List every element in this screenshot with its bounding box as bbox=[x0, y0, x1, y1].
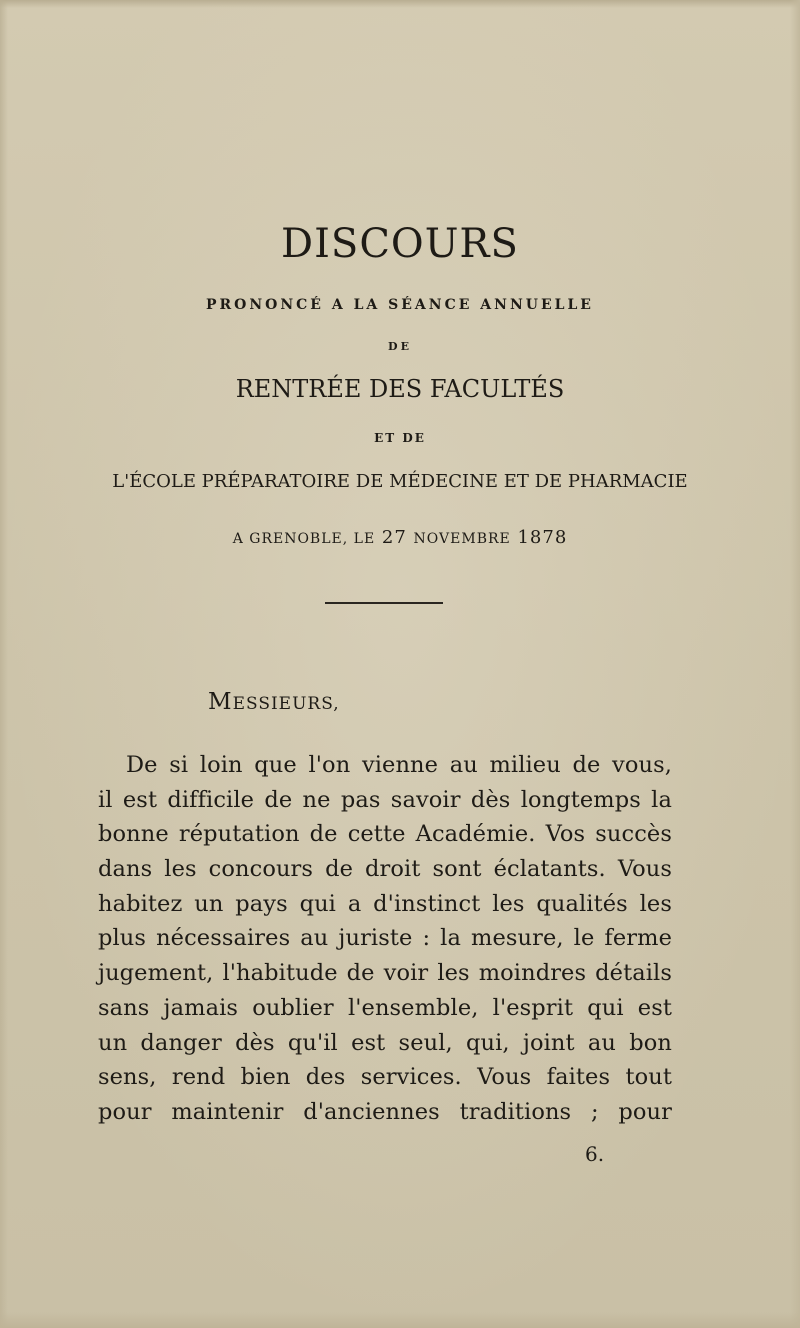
body-line: jugement, l'habitude de voir les moindres détails bbox=[98, 960, 672, 987]
subtitle-line-4: ET DE bbox=[374, 431, 426, 445]
subtitle-line-5: L'ÉCOLE PRÉPARATOIRE DE MÉDECINE ET DE PHARMACIE bbox=[112, 471, 688, 492]
subtitle-line-2: DE bbox=[388, 340, 412, 353]
dateline-month: NOVEMBRE bbox=[413, 531, 511, 547]
horizontal-rule bbox=[325, 602, 443, 604]
signature-mark: 6. bbox=[585, 1142, 605, 1166]
body-paragraph bbox=[98, 748, 672, 1130]
document-title: DISCOURS bbox=[281, 221, 519, 267]
page-edge-right bbox=[790, 0, 800, 1328]
page-edge-left bbox=[0, 0, 8, 1328]
page-edge-bottom bbox=[0, 1312, 800, 1328]
body-line: pour maintenir d'anciennes traditions ; pour bbox=[98, 1098, 672, 1125]
body-line: bonne réputation de cette Académie. Vos succès bbox=[98, 821, 672, 848]
body-line: plus nécessaires au juriste : la mesure, le ferme bbox=[98, 925, 672, 952]
body-line: un danger dès qu'il est seul, qui, joint au bon bbox=[98, 1029, 672, 1056]
body-line: sens, rend bien des services. Vous faites tout bbox=[98, 1064, 672, 1091]
dateline-year: 1878 bbox=[517, 527, 568, 548]
body-line: il est difficile de ne pas savoir dès longtemps la bbox=[98, 786, 672, 813]
body-line: habitez un pays qui a d'instinct les qualités les bbox=[98, 890, 672, 917]
salutation-rest: ESSIEURS, bbox=[232, 694, 340, 714]
body-line: dans les concours de droit sont éclatants. Vous bbox=[98, 856, 672, 883]
dateline-prefix: A GRENOBLE, LE bbox=[232, 531, 376, 547]
page-edge-top bbox=[0, 0, 800, 8]
body-line: De si loin que l'on vienne au milieu de vous, bbox=[126, 752, 672, 778]
dateline-day: 27 bbox=[381, 527, 407, 548]
subtitle-line-3: RENTRÉE DES FACULTÉS bbox=[235, 375, 565, 403]
salutation-initial: M bbox=[208, 689, 233, 715]
salutation bbox=[208, 688, 340, 718]
body-line: sans jamais oublier l'ensemble, l'esprit qui est bbox=[98, 994, 672, 1021]
dateline bbox=[0, 526, 800, 551]
subtitle-line-1: PRONONCÉ A LA SÉANCE ANNUELLE bbox=[206, 297, 594, 313]
